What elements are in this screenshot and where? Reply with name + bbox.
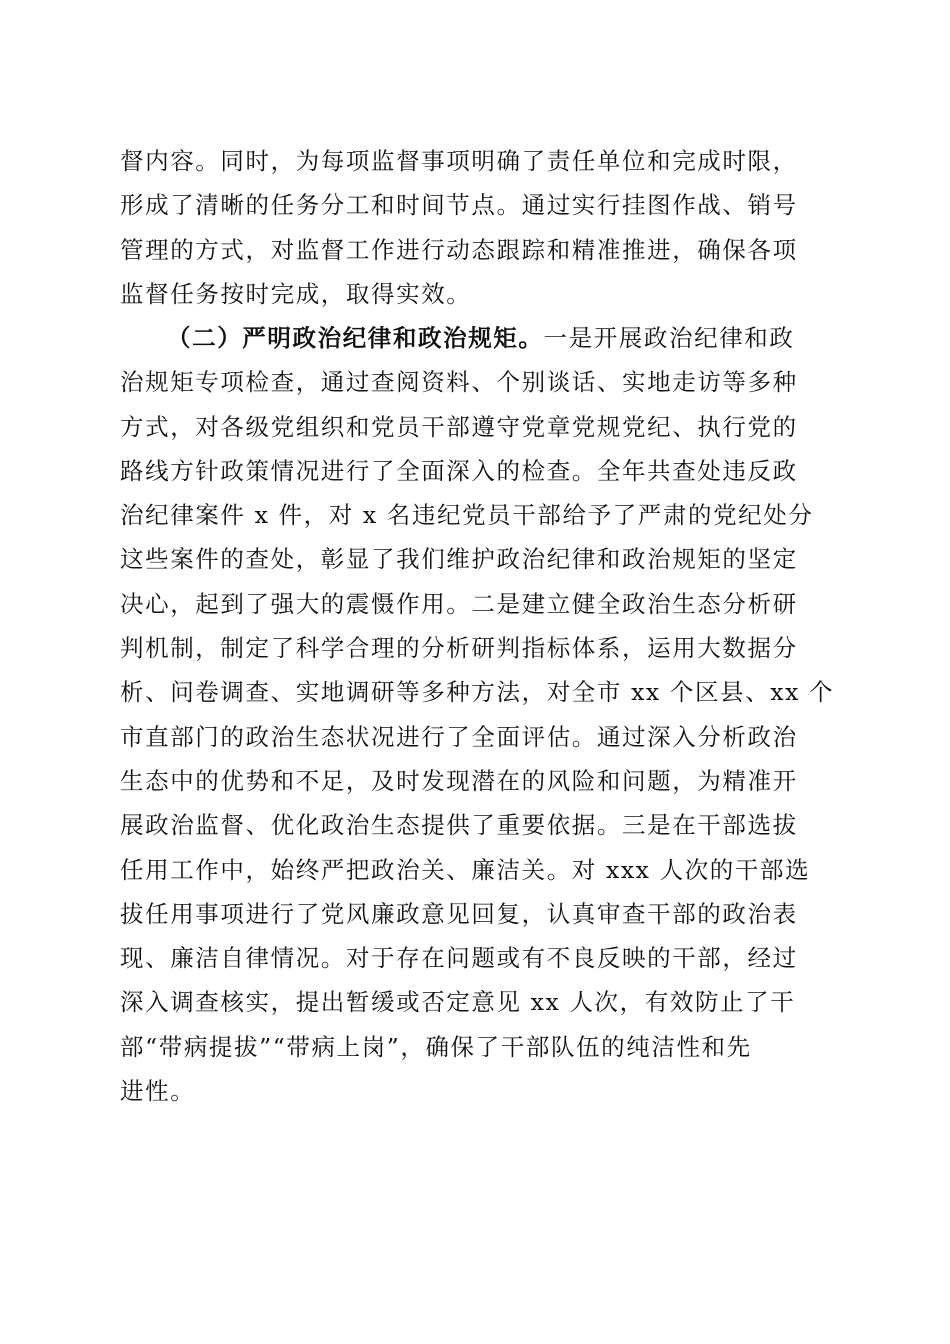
text-line: 任用工作中，始终严把政治关、廉洁关。对 xxx 人次的干部选 (120, 855, 811, 884)
text-line: 督内容。同时，为每项监督事项明确了责任单位和完成时限， (120, 147, 798, 175)
text-line: 路线方针政策情况进行了全面深入的检查。全年共查处违反政 (120, 456, 798, 485)
text-line: 拔任用事项进行了党风廉政意见回复，认真审查干部的政治表 (120, 899, 798, 928)
text-line: 部“带病提拔”“带病上岗”，确保了干部队伍的纯洁性和先 (120, 1032, 752, 1061)
text-line: 管理的方式，对监督工作进行动态跟踪和精准推进，确保各项 (120, 235, 798, 264)
text-line: 决心，起到了强大的震慑作用。二是建立健全政治生态分析研 (120, 589, 798, 618)
text-line: 判机制，制定了科学合理的分析研判指标体系，运用大数据分 (120, 634, 798, 663)
text-line: 治纪律案件 x 件，对 x 名违纪党员干部给予了严肃的党纪处分 (120, 501, 814, 530)
text-line: 展政治监督、优化政治生态提供了重要依据。三是在干部选拔 (120, 811, 798, 840)
text-line: 治规矩专项检查，通过查阅资料、个别谈话、实地走访等多种 (120, 368, 798, 397)
text-line: 监督任务按时完成，取得实效。 (120, 279, 472, 308)
text-line: 深入调查核实，提出暂缓或否定意见 xx 人次，有效防止了干 (120, 988, 796, 1017)
text-line: 现、廉洁自律情况。对于存在问题或有不良反映的干部，经过 (120, 944, 798, 973)
section-paragraph (120, 316, 835, 1113)
paragraph-continuation (120, 139, 830, 316)
text-line: 市直部门的政治生态状况进行了全面评估。通过深入分析政治 (120, 722, 798, 751)
text-line: 这些案件的查处，彰显了我们维护政治纪律和政治规矩的坚定 (120, 545, 798, 574)
section-first-line (120, 316, 830, 360)
section-first-line-text: 一是开展政治纪律和政 (543, 324, 795, 352)
text-line: 进性。 (120, 1077, 196, 1106)
text-line: 方式，对各级党组织和党员干部遵守党章党规党纪、执行党的 (120, 412, 798, 441)
text-line: 生态中的优势和不足，及时发现潜在的风险和问题，为精准开 (120, 766, 798, 795)
section-heading: （二）严明政治纪律和政治规矩。 (167, 324, 544, 352)
text-line: 形成了清晰的任务分工和时间节点。通过实行挂图作战、销号 (120, 191, 798, 220)
text-line: 析、问卷调查、实地调研等多种方法，对全市 xx 个区县、xx 个 (120, 678, 835, 707)
